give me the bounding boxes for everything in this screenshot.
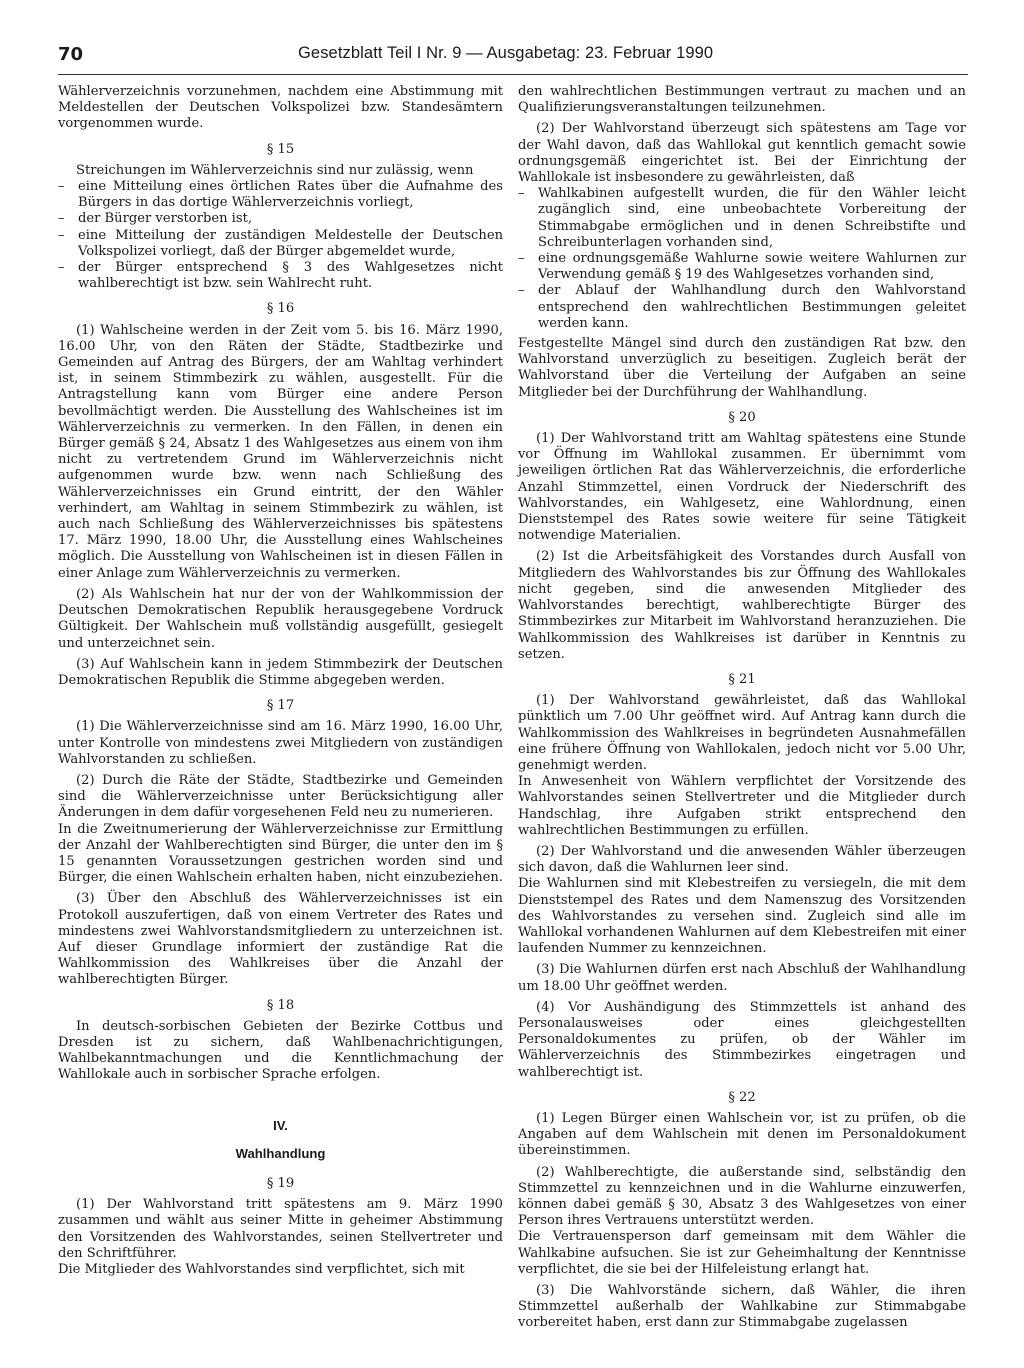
list-item: – der Ablauf der Wahlhandlung durch den Wahlvorstand entsprechend den wahlrechtlichen Bestimmungen geleitet werden kann. [518, 283, 966, 332]
paragraph: In die Zweitnumerierung der Wählerverzeichnisse zur Ermittlung der Anzahl der Wahlberechtigten sind Bürger, die unter den im § 15 genannten Voraussetzungen gestrichen worden sind und Bürger, die einen Wahlschein erhalten haben, nicht einzubeziehen. [58, 821, 503, 886]
paragraph: (4) Vor Aushändigung des Stimmzettels ist anhand des Personalausweises oder eines gleichgestellten Personaldokumentes zu prüfen, ob der Wähler im Wählerverzeichnis des Stimmbezirkes eingetragen und wahlberechtigt ist. [518, 999, 966, 1080]
left-column [58, 84, 503, 1283]
paragraph: (2) Durch die Räte der Städte, Stadtbezirke und Gemeinden sind die Wählerverzeichnisse unter Berücksichtigung aller Änderungen in dem dafür vorgesehenen Feld neu zu numerieren. [58, 772, 503, 821]
list-item: – der Bürger entsprechend § 3 des Wahlgesetzes nicht wahlberechtigt ist bzw. sein Wahlrecht ruht. [58, 260, 503, 292]
paragraph: Die Vertrauensperson darf gemeinsam mit dem Wähler die Wahlkabine aufsuchen. Sie ist zur Geheimhaltung der Kenntnisse verpflichtet, die sie bei der Hilfeleistung erlangt hat. [518, 1229, 966, 1277]
section-heading-15: § 15 [266, 141, 295, 157]
paragraph: (1) Der Wahlvorstand gewährleistet, daß das Wahllokal pünktlich um 7.00 Uhr geöffnet wird. Auf Antrag kann durch die Wahlkommission des Wahlkreises in begründeten Ausnahmefällen eine frühere Öffnung von Wahllokalen, jedoch nicht vor 5.00 Uhr, genehmigt werden. [518, 693, 966, 773]
section-heading-17: § 17 [266, 698, 295, 714]
list-item: – eine Mitteilung der zuständigen Meldestelle der Deutschen Volkspolizei vorliegt, daß der Bürger abgemeldet wurde, [58, 228, 503, 260]
right-column [518, 84, 966, 1337]
chapter-title: Wahlhandlung [235, 1145, 326, 1161]
paragraph: Festgestellte Mängel sind durch den zuständigen Rat bzw. den Wahlvorstand unverzüglich zu beseitigen. Zugleich berät der Wahlvorstand über die Verteilung der Aufgaben an seine Mitglieder bei der Durchführung der Wahlhandlung. [518, 336, 966, 400]
dash-list [58, 179, 503, 292]
paragraph: den wahlrechtlichen Bestimmungen vertraut zu machen und an Qualifizierungsveranstaltungen teilzunehmen. [518, 84, 966, 116]
paragraph: (3) Die Wahlvorstände sichern, daß Wähler, die ihren Stimmzettel außerhalb der Wahlkabine zur Stimmabgabe vorbereitet haben, erst dann zur Stimmabgabe zugelassen [518, 1283, 966, 1331]
section-heading-22: § 22 [728, 1089, 756, 1105]
paragraph: (3) Über den Abschluß des Wählerverzeichnisses ist ein Protokoll auszufertigen, daß von einem Vertreter des Rates und mindestens zwei Wahlvorstandsmitgliedern zu unterzeichnen ist. Auf dieser Grundlage informiert der zuständige Rat die Wahlkommission des Wahlkreises über die Anzahl der wahlberechtigten Bürger. [58, 891, 503, 988]
list-item: – der Bürger verstorben ist, [58, 211, 503, 227]
paragraph: Streichungen im Wählerverzeichnis sind nur zulässig, wenn [76, 162, 474, 178]
chapter-number: IV. [273, 1117, 288, 1133]
page-header [58, 40, 968, 75]
paragraph: (1) Die Wählerverzeichnisse sind am 16. März 1990, 16.00 Uhr, unter Kontrolle von mindestens zwei Mitgliedern von zuständigen Wahlvorstanden zu schließen. [58, 719, 503, 767]
running-head: Gesetzblatt Teil I Nr. 9 — Ausgabetag: 23. Februar 1990 [298, 44, 714, 62]
paragraph: In Anwesenheit von Wählern verpflichtet der Vorsitzende des Wahlvorstandes seinen Stellvertreter und die Mitglieder durch Handschlag, ihre Aufgaben strikt entsprechend den wahlrechtlichen Bestimmungen zu erfüllen. [518, 774, 966, 838]
section-heading-21: § 21 [728, 671, 756, 687]
section-heading-18: § 18 [266, 997, 295, 1013]
paragraph: Die Wahlurnen sind mit Klebestreifen zu versiegeln, die mit dem Dienststempel des Rates und dem Namenszug des Vorsitzenden des Wahlvorstandes zu versehen sind. Zugleich sind alle im Wahllokal vorhandenen Wahlurnen auf dem Klebestreifen mit einer laufenden Nummer zu kennzeichnen. [518, 876, 966, 957]
paragraph: (3) Die Wahlurnen dürfen erst nach Abschluß der Wahlhandlung um 18.00 Uhr geöffnet werden. [518, 962, 966, 994]
section-heading-19: § 19 [266, 1175, 295, 1191]
paragraph: (3) Auf Wahlschein kann in jedem Stimmbezirk der Deutschen Demokratischen Republik die Stimme abgegeben werden. [58, 656, 503, 688]
paragraph: (2) Der Wahlvorstand überzeugt sich spätestens am Tage vor der Wahl davon, daß das Wahllokal gut kenntlich gemacht sowie ordnungsgemäß eingerichtet ist. Bei der Einrichtung der Wahllokale ist insbesondere zu gewährleisten, daß [518, 121, 966, 186]
section-heading-16: § 16 [266, 301, 295, 317]
dash-list [518, 186, 966, 332]
paragraph: (1) Wahlscheine werden in der Zeit vom 5. bis 16. März 1990, 16.00 Uhr, von den Räten der Städte, Stadtbezirke und Gemeinden auf Antrag des Bürgers, der am Wahltag verhindert ist, in seinem Stimmbezirk zu wählen, ausgestellt. Für die Antragstellung kann vom Bürger eine andere Person bevollmächtigt werden. Die Ausstellung des Wahlscheines ist im Wählerverzeichnis zu vermerken. In den Fällen, in denen ein Bürger gemäß § 24, Absatz 1 des Wahlgesetzes aus einem von ihm nicht zu vertretendem Grund im Wählerverzeichnis nicht aufgenommen wurde bzw. wenn nach Schließung des Wählerverzeichnisses ein Grund eintritt, der den Wähler verhindert, am Wahltag in seinem Stimmbezirk zu wählen, ist auch nach Schließung des Wählerverzeichnisses bis spätestens 17. März 1990, 18.00 Uhr, die Ausstellung eines Wahlscheines möglich. Die Ausstellung von Wahlscheinen ist in diesen Fällen in einer Anlage zum Wählerverzeichnis zu vermerken. [58, 322, 503, 581]
paragraph: (2) Wahlberechtigte, die außerstande sind, selbständig den Stimmzettel zu kennzeichnen und in die Wahlurne einzuwerfen, können dabei gemäß § 30, Absatz 3 des Wahlgesetzes von einer Person ihres Vertrauens unterstützt werden. [518, 1164, 966, 1229]
paragraph: (1) Der Wahlvorstand tritt spätestens am 9. März 1990 zusammen und wählt aus seiner Mitte in geheimer Abstimmung den Vorsitzenden des Wahlvorstandes, seinen Stellvertreter und den Schriftführer. [58, 1197, 503, 1261]
paragraph: In deutsch-sorbischen Gebieten der Bezirke Cottbus und Dresden ist zu sichern, daß Wahlbenachrichtigungen, Wahlbekanntmachungen und die Kenntlichmachung der Wahllokale auch in sorbischer Sprache erfolgen. [58, 1018, 503, 1083]
paragraph: Die Mitglieder des Wahlvorstandes sind verpflichtet, sich mit [58, 1262, 465, 1277]
paragraph: (2) Als Wahlschein hat nur der von der Wahlkommission der Deutschen Demokratischen Republik herausgegebene Vordruck Gültigkeit. Der Wahlschein muß vollständig ausgefüllt, gesiegelt und unterzeichnet sein. [58, 586, 503, 651]
list-item: – eine Mitteilung eines örtlichen Rates über die Aufnahme des Bürgers in das dortige Wählerverzeichnis vorliegt, [58, 179, 503, 211]
paragraph: (1) Der Wahlvorstand tritt am Wahltag spätestens eine Stunde vor Öffnung im Wahllokal zusammen. Er übernimmt vom jeweiligen örtlichen Rat das Wählerverzeichnis, die erforderliche Anzahl Stimmzettel, einen Vordruck der Niederschrift des Wahlvorstandes, ein Wahlgesetz, eine Wahlordnung, einen Dienststempel des Rates sowie weitere für seine Tätigkeit notwendige Materialien. [518, 431, 966, 544]
paragraph: Wählerverzeichnis vorzunehmen, nachdem eine Abstimmung mit Meldestellen der Deutschen Volkspolizei bzw. Standesämtern vorgenommen wurde. [58, 84, 503, 132]
list-item: – eine ordnungsgemäße Wahlurne sowie weitere Wahlurnen zur Verwendung gemäß § 19 des Wahlgesetzes vorhanden sind, [518, 251, 966, 283]
paragraph: (1) Legen Bürger einen Wahlschein vor, ist zu prüfen, ob die Angaben auf dem Wahlschein mit denen im Personaldokument übereinstimmen. [518, 1110, 966, 1159]
section-heading-20: § 20 [728, 409, 756, 425]
list-item: – Wahlkabinen aufgestellt wurden, die für den Wähler leicht zugänglich sind, eine unbeobachtete Vorbereitung der Stimmabgabe ermöglichen und in denen Schreibstifte und Schreibunterlagen vorhanden sind, [518, 186, 966, 251]
paragraph: (2) Der Wahlvorstand und die anwesenden Wähler überzeugen sich davon, daß die Wahlurnen leer sind. [518, 843, 966, 876]
paragraph: (2) Ist die Arbeitsfähigkeit des Vorstandes durch Ausfall von Mitgliedern des Wahlvorstandes bis zur Öffnung des Wahllokales nicht gegeben, sind die anwesenden Mitglieder des Wahlvorstandes berechtigt, wahlberechtigte Bürger des Stimmbezirkes zur Mitarbeit im Wahlvorstand heranzuziehen. Die Wahlkommission des Wahlkreises ist darüber in Kenntnis zu setzen. [518, 549, 966, 662]
page-number: 70 [58, 44, 84, 65]
